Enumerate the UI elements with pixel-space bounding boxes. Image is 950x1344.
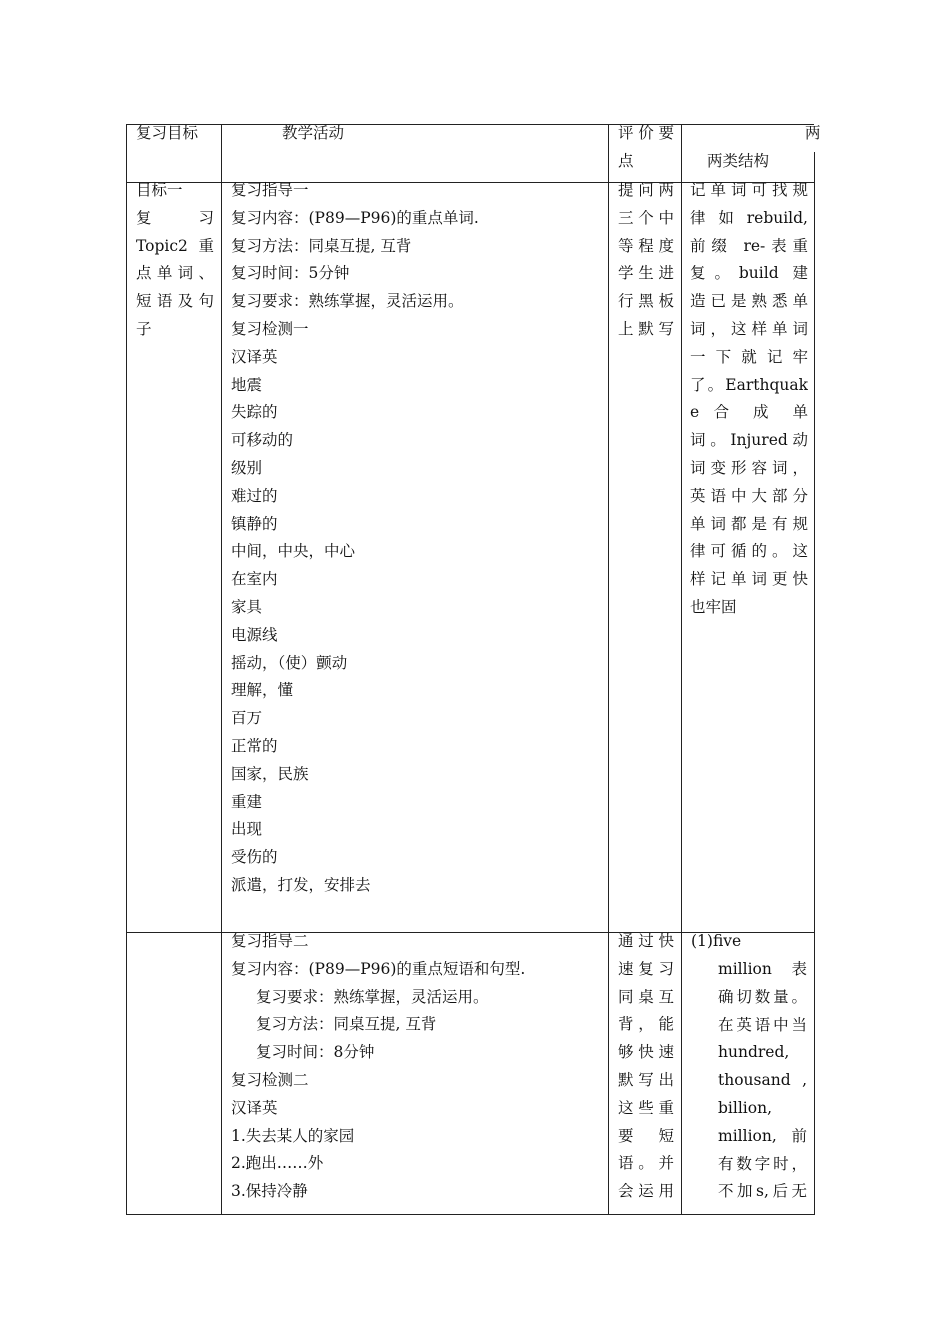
row2-structure-line: million,前 bbox=[718, 1126, 807, 1145]
row1-activity-line: 复习指导一 bbox=[231, 181, 309, 199]
row1-structure-line: 律可循的。这 bbox=[690, 542, 808, 561]
row1-structure-line: 前缀 re-表重 bbox=[690, 236, 808, 255]
row1-activity-line: 失踪的 bbox=[231, 403, 278, 422]
row1-activity-line: 复习时间：5分钟 bbox=[231, 264, 350, 283]
header-review-goal bbox=[136, 120, 198, 148]
row1-structure-line: 词，这样单词 bbox=[690, 319, 808, 338]
row1-activity-line: 理解，懂 bbox=[231, 681, 294, 700]
row2-structure-line: 不加s,后无 bbox=[718, 1182, 807, 1201]
header-evaluation-points bbox=[618, 120, 674, 176]
row1-activity-line: 国家，民族 bbox=[231, 764, 309, 783]
row1-eval-line: 上默写 bbox=[618, 319, 674, 338]
row1-goal-cell bbox=[136, 177, 214, 344]
row1-structure-line: 记单词可找规 bbox=[690, 181, 808, 199]
row2-structure-first-line: (1)five bbox=[691, 932, 742, 950]
row1-activity-line: 受伤的 bbox=[231, 848, 278, 867]
row1-structure-line: 造已是熟悉单 bbox=[690, 292, 808, 311]
row2-eval-line: 这些重 bbox=[618, 1098, 674, 1117]
row1-structure-line: e 合 成 单 bbox=[690, 403, 808, 422]
row2-eval-line: 同桌互 bbox=[618, 987, 674, 1006]
col1-right-border bbox=[221, 124, 222, 1215]
row2-structure-line: million 表 bbox=[718, 960, 807, 978]
col3-right-border bbox=[681, 124, 682, 1215]
row2-activity-line: 复习时间：8分钟 bbox=[256, 1043, 375, 1062]
row2-structure-line: billion, bbox=[718, 1098, 772, 1117]
header-structure bbox=[707, 148, 769, 176]
row1-activity-line: 电源线 bbox=[231, 625, 278, 644]
row1-activity-line: 出现 bbox=[231, 820, 263, 839]
header-col3-line: 点 bbox=[618, 151, 634, 170]
row2-activity-line: 汉译英 bbox=[231, 1098, 278, 1117]
row1-structure-line: 复。build 建 bbox=[690, 264, 808, 283]
row1-activity-line: 地震 bbox=[231, 375, 263, 394]
row2-activity-line: 复习内容：(P89—P96)的重点短语和句型. bbox=[231, 959, 526, 978]
header-col4-char bbox=[805, 120, 821, 148]
row1-structure-line: 英语中大部分 bbox=[690, 486, 808, 505]
row1-activity-line: 派遣，打发，安排去 bbox=[231, 875, 371, 894]
row1-activity-line: 复习检测一 bbox=[231, 319, 309, 338]
row1-activity-line: 复习要求：熟练掌握，灵活运用。 bbox=[231, 292, 464, 311]
row1-eval-line: 等程度 bbox=[618, 236, 674, 255]
row2-eval-line: 要 短 bbox=[618, 1126, 674, 1145]
header-col3-line: 评价要 bbox=[618, 124, 674, 142]
row1-activity-line: 在室内 bbox=[231, 570, 278, 589]
row1-structure-line: 词变形容词， bbox=[690, 458, 808, 477]
row2-structure-line: 在英语中当 bbox=[718, 1015, 807, 1034]
row2-structure-line: 有数字时， bbox=[718, 1154, 807, 1173]
row2-activity-line: 复习检测二 bbox=[231, 1070, 309, 1089]
row1-eval-line: 学生进 bbox=[618, 264, 674, 283]
row1-structure-line: 律如rebuild, bbox=[690, 208, 808, 227]
row2-structure-first bbox=[691, 928, 741, 956]
row2-activity-line: 复习方法：同桌互提, 互背 bbox=[256, 1015, 437, 1034]
row2-activity-line: 2.跑出……外 bbox=[231, 1154, 324, 1173]
row1-activity-line: 汉译英 bbox=[231, 347, 278, 366]
row1-goal-line: 子 bbox=[136, 319, 152, 338]
header-teaching-activity bbox=[282, 120, 344, 148]
row2-eval-line: 速复习 bbox=[618, 959, 674, 978]
row1-activity-line: 难过的 bbox=[231, 486, 278, 505]
row2-activity-line: 1.失去某人的家园 bbox=[231, 1126, 355, 1145]
row1-goal-line: 点单词、 bbox=[136, 264, 214, 283]
row2-structure-cell bbox=[718, 956, 807, 1206]
col4-right-border-row1 bbox=[814, 152, 815, 932]
row1-activity-line: 复习方法：同桌互提, 互背 bbox=[231, 236, 412, 255]
row2-activity-line: 复习要求：熟练掌握，灵活运用。 bbox=[256, 987, 489, 1006]
row1-activity-line: 中间，中央，中心 bbox=[231, 542, 356, 561]
row1-activity-line: 百万 bbox=[231, 709, 263, 728]
row1-structure-line: 了。Earthquak bbox=[690, 375, 808, 394]
table-left-border bbox=[126, 124, 127, 1215]
header-col2-text: 教学活动 bbox=[282, 124, 345, 142]
row1-eval-line: 三个中 bbox=[618, 208, 674, 227]
header-col4-line2: 两类结构 bbox=[707, 152, 770, 170]
row2-eval-line: 通过快 bbox=[618, 932, 674, 950]
row1-activity-line: 重建 bbox=[231, 792, 263, 811]
row1-evaluation-cell bbox=[618, 177, 674, 344]
row2-structure-line: hundred, bbox=[718, 1043, 790, 1062]
col4-right-border-row2 bbox=[814, 932, 815, 1215]
row2-eval-line: 默写出 bbox=[618, 1070, 674, 1089]
col2-right-border bbox=[608, 124, 609, 1215]
row1-structure-line: 单词都是有规 bbox=[690, 514, 808, 533]
row2-activity-cell bbox=[231, 928, 525, 1206]
row1-goal-line: 复 习 bbox=[136, 208, 214, 227]
row1-activity-cell bbox=[231, 177, 479, 900]
row1-structure-cell bbox=[690, 177, 808, 622]
row1-activity-line: 级别 bbox=[231, 458, 263, 477]
row2-eval-line: 语。并 bbox=[618, 1154, 674, 1173]
row1-eval-line: 提问两 bbox=[618, 181, 674, 199]
row2-eval-line: 会运用 bbox=[618, 1182, 674, 1201]
row1-activity-line: 家具 bbox=[231, 597, 263, 616]
row2-activity-line: 3.保持冷静 bbox=[231, 1182, 308, 1201]
row2-structure-line: 确切数量。 bbox=[718, 987, 807, 1006]
row1-activity-line: 摇动，（使）颤动 bbox=[231, 653, 348, 672]
row1-eval-line: 行黑板 bbox=[618, 292, 674, 311]
table-top-border bbox=[126, 124, 814, 125]
row2-structure-line: thousand , bbox=[718, 1071, 807, 1090]
row1-structure-line: 样记单词更快 bbox=[690, 570, 808, 589]
row2-activity-line: 复习指导二 bbox=[231, 932, 309, 950]
row2-eval-line: 够快速 bbox=[618, 1043, 674, 1062]
header-col1-text: 复习目标 bbox=[136, 124, 199, 142]
header-col4-line1: 两 bbox=[805, 124, 821, 142]
row1-structure-line: 一下就记牢 bbox=[690, 347, 808, 366]
row2-eval-line: 背，能 bbox=[618, 1015, 674, 1034]
row1-structure-line: 也牢固 bbox=[690, 597, 737, 616]
row1-activity-line: 正常的 bbox=[231, 736, 278, 755]
row1-structure-line: 词。Injured动 bbox=[690, 431, 808, 450]
table-bottom-border bbox=[126, 1214, 815, 1215]
row1-goal-line: Topic2 重 bbox=[136, 236, 214, 255]
row1-goal-line: 短语及句 bbox=[136, 292, 214, 311]
row1-activity-line: 镇静的 bbox=[231, 514, 278, 533]
row1-activity-line: 可移动的 bbox=[231, 431, 294, 450]
row1-goal-line: 目标一 bbox=[136, 181, 183, 199]
row2-evaluation-cell bbox=[618, 928, 674, 1206]
row1-activity-line: 复习内容：(P89—P96)的重点单词. bbox=[231, 208, 479, 227]
